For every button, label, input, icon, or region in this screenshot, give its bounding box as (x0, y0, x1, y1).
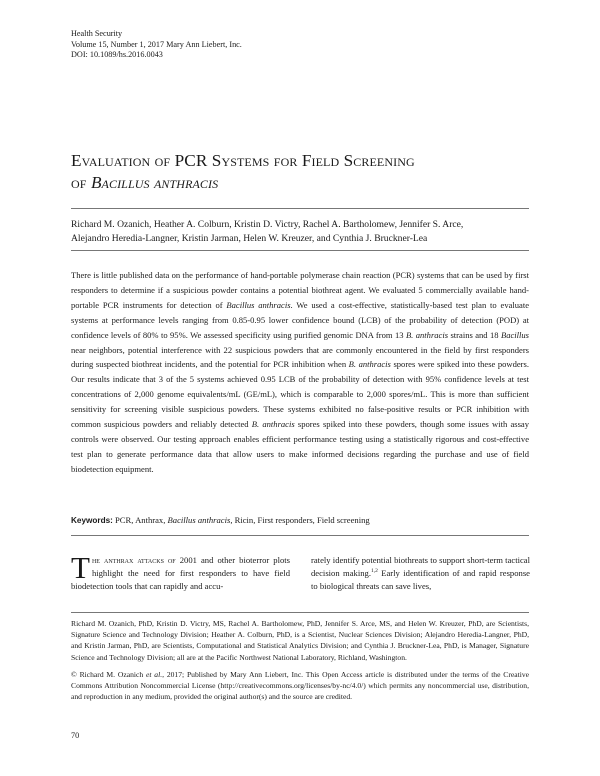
article-title (71, 150, 415, 194)
keywords-label: Keywords: (71, 516, 113, 525)
drop-cap: T (71, 550, 90, 585)
journal-name: Health Security (71, 29, 123, 38)
authors-line-2: Alejandro Heredia-Langner, Kristin Jarman, Helen W. Kreuzer, and Cynthia J. Bruckner-Lea (71, 233, 428, 244)
authors-line-1: Richard M. Ozanich, Heather A. Colburn, Kristin D. Victry, Rachel A. Bartholomew, Jennifer S. Arce, (71, 219, 464, 230)
title-line-2: of Bacillus anthracis (71, 173, 219, 192)
page-number: 70 (71, 731, 80, 740)
copyright-notice: © Richard M. Ozanich et al., 2017; Published by Mary Ann Liebert, Inc. This Open Access article is distributed under the terms of the Creative Commons Attribution Noncommercial License (http://creativecommons.org/licenses/by-nc/4.0/) which permits any noncommercial use, distribution, and reproduction in any medium, provided the original author(s) and the source are credited. (71, 670, 530, 702)
journal-header (71, 29, 242, 61)
keywords: Keywords: PCR, Anthrax, Bacillus anthracis, Ricin, First responders, Field screening (71, 515, 370, 525)
author-divider (71, 250, 529, 251)
author-list (71, 218, 529, 246)
title-line-1: Evaluation of PCR Systems for Field Screening (71, 151, 415, 170)
journal-doi: DOI: 10.1089/hs.2016.0043 (71, 50, 163, 60)
body-column-left: The anthrax attacks of 2001 and other bioterror plots highlight the need for first responders to have field biodetection tools that can rapidly and accu- (71, 550, 291, 592)
journal-volume-line: Volume 15, Number 1, 2017 Mary Ann Liebert, Inc. (71, 39, 242, 49)
citation-superscript: 1,2 (370, 568, 378, 575)
body-column-right: rately identify potential biothreats to support short-term tactical decision making.$^{1,2}$ Early identification of and rapid response to biological threats can save lives, (311, 555, 530, 592)
keywords-divider (71, 535, 529, 536)
affiliations-footnote: Richard M. Ozanich, PhD, Kristin D. Victry, MS, Rachel A. Bartholomew, PhD, Jennifer S. Arce, MS, and Helen W. Kreuzer, PhD, are Scientists, Signature Science and Technology Division; Heather A. Colburn, PhD, is a Scientist, Nuclear Sciences Division; Alejandro Heredia-Langner, PhD, and Kristin Jarman, PhD, are Scientists, Computational and Statistical Analytics Division; and Cynthia J. Bruckner-Lea, PhD, is Manager, Signature Science and Technology Division; all are at the Pacific Northwest National Laboratory, Richland, Washington. (71, 619, 529, 662)
abstract: There is little published data on the performance of hand-portable polymerase chain reaction (PCR) systems that can be used by first responders to determine if a suspicious powder contains a potential biothreat agent. We evaluated 5 commercially available hand-portable PCR instruments for detection of Bacillus anthracis. We used a cost-effective, statistically-based test plan to evaluate systems at performance levels ranging from 0.85-0.95 lower confidence bound (LCB) of the probability of detection (POD) at confidence levels of 80% to 95%. We assessed specificity using purified genomic DNA from 13 B. anthracis strains and 18 Bacillus near neighbors, potential interference with 22 suspicious powders that are commonly encountered in the field by first responders during suspected biothreat incidents, and the potential for PCR inhibition when B. anthracis spores were spiked into these powders. Our results indicate that 3 of the 5 systems achieved 0.95 LCB of the probability of detection with 95% confidence levels at test concentrations of 2,000 genome equivalents/mL (GE/mL), which is comparable to 2,000 spores/mL. This is more than sufficient sensitivity for screening visible suspicious powders. These systems exhibited no false-positive results or PCR inhibition with common suspicious powders and reliably detected B. anthracis spores spiked into these powders, though some issues with assay controls were observed. Our testing approach enables efficient performance testing using a statistically rigorous and cost-effective test plan to generate performance data that allow users to make informed decisions regarding the purchase and use of field biodetection equipment. (71, 270, 529, 474)
footnote-divider (71, 612, 529, 613)
title-divider-top (71, 208, 529, 209)
lead-in-smallcaps: he anthrax attacks of (91, 555, 176, 565)
